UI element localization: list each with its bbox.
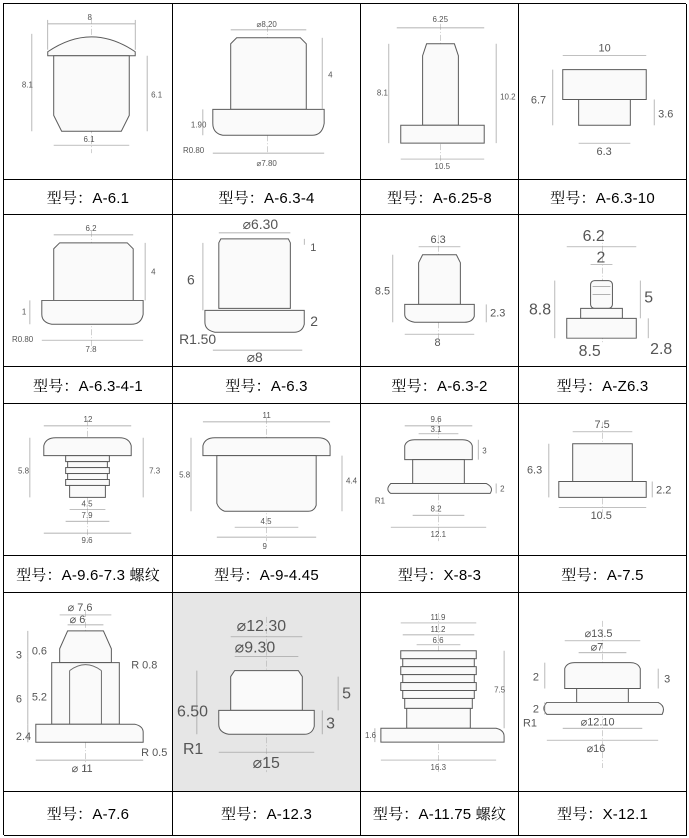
dim-top: ⌀8.20: [256, 19, 277, 29]
dim-b1: 4.5: [81, 499, 93, 509]
dim-right2: 2.8: [650, 341, 673, 359]
dim-r1: 3: [664, 673, 671, 686]
dim-l2: 0.6: [31, 645, 48, 658]
dim-bottom: 8: [434, 337, 441, 350]
dim-b1: 4.5: [260, 517, 272, 527]
dim-t1: 11.9: [430, 612, 446, 622]
dim-l2: 2: [532, 703, 539, 716]
dim-right: 6.1: [151, 90, 163, 100]
caption-a-6-3-4: 型号：A-6.3-4: [173, 180, 361, 215]
dim-r2: 2: [500, 484, 505, 494]
dim-right: 10.2: [500, 92, 516, 102]
dim-right1: 5: [644, 289, 654, 307]
dim-top: 6.2: [582, 227, 605, 245]
dim-right: 7.5: [494, 685, 506, 695]
dim-left: 1.6: [364, 731, 377, 741]
drawing-x-12-1: [519, 593, 687, 792]
dim-bottom: ⌀8: [246, 349, 263, 366]
dim-side: 6: [187, 271, 195, 288]
dim-right1: 1: [310, 241, 317, 254]
dim-t2: ⌀7: [590, 641, 604, 654]
dim-top: 12: [83, 414, 93, 424]
dim-top: 6.2: [85, 223, 97, 233]
drawing-x-8-3: [361, 404, 519, 556]
caption-a-6-3-2: 型号：A-6.3-2: [361, 367, 519, 404]
dim-right: 2.2: [656, 484, 672, 497]
dim-bottom: ⌀15: [252, 755, 280, 773]
dim-b1: 8.2: [430, 504, 442, 514]
drawing-a-11-75: [361, 593, 519, 792]
dim-t1: ⌀12.30: [236, 617, 287, 635]
drawing-a-6-1: [4, 4, 173, 180]
dim-mid: 2: [596, 249, 606, 267]
drawing-a-6-3-2: [361, 215, 519, 367]
dim-b2: 12.1: [430, 530, 447, 540]
dim-bottom: 8.5: [578, 343, 601, 361]
caption-x-12-1: 型号：X-12.1: [519, 792, 687, 836]
dim-bottom: 10.5: [590, 510, 612, 523]
dim-t1: ⌀13.5: [584, 627, 613, 640]
dim-left: 1: [21, 307, 27, 317]
dim-right: 4.4: [345, 476, 358, 486]
dim-r1: 5: [342, 685, 351, 703]
dim-bottom: 16.3: [430, 763, 447, 773]
caption-a-12-3: 型号：A-12.3: [173, 792, 361, 836]
dim-radius: R1: [182, 741, 204, 759]
dim-b2: 9: [262, 542, 267, 552]
caption-a-6-3-4-1: 型号：A-6.3-4-1: [4, 367, 173, 404]
dim-b2: 7.9: [81, 511, 93, 521]
dim-bottom: 7.8: [85, 345, 97, 355]
dim-top: 6.3: [430, 233, 446, 246]
caption-a-11-75: 型号：A-11.75 螺纹: [361, 792, 519, 836]
dim-radius: R1.50: [179, 331, 217, 348]
dim-chamfer: R0.80: [182, 146, 205, 156]
dim-bottom: ⌀ 11: [71, 763, 93, 776]
dim-left: 1.90: [190, 120, 207, 130]
drawing-a-7-5: [519, 404, 687, 556]
product-table: [3, 3, 686, 835]
dim-bottom: 6.1: [83, 135, 95, 145]
caption-a-7-5: 型号：A-7.5: [519, 556, 687, 593]
dim-t2: 3.1: [430, 424, 442, 434]
dim-right: 2.3: [490, 307, 506, 320]
dim-right: 7.3: [149, 466, 161, 476]
dim-b3: 9.6: [81, 536, 93, 546]
dim-left: 6.50: [176, 703, 208, 721]
drawing-a-z6-3: [519, 215, 687, 367]
dim-top: 10: [598, 42, 611, 55]
drawing-a-9-4-45: [173, 404, 361, 556]
drawing-a-6-3-4: [173, 4, 361, 180]
dim-left: 8.1: [376, 88, 388, 98]
dim-top: 8: [87, 12, 92, 22]
drawing-a-12-3: [173, 593, 361, 792]
dim-right: 4: [328, 70, 333, 80]
drawing-a-6-3-10: [519, 4, 687, 180]
caption-a-6-3: 型号：A-6.3: [173, 367, 361, 404]
dim-l1: 3: [15, 649, 23, 662]
dim-top: 11: [262, 410, 271, 420]
dim-l1: 2: [532, 671, 539, 684]
dim-left: R1: [374, 496, 386, 506]
dim-r2: R 0.5: [141, 747, 168, 760]
dim-left: 6.7: [530, 94, 547, 107]
dim-right: 4: [151, 267, 156, 277]
dim-left: 6.3: [527, 464, 543, 477]
dim-r1: R 0.8: [131, 659, 158, 672]
caption-a-6-25-8: 型号：A-6.25-8: [361, 180, 519, 215]
dim-chamfer: R0.80: [12, 335, 34, 345]
drawing-a-9-6-7-3: [4, 404, 173, 556]
dim-b1: ⌀12.10: [580, 716, 615, 729]
caption-a-9-4-45: 型号：A-9-4.45: [173, 556, 361, 593]
dim-l5: 2.4: [15, 731, 32, 744]
drawing-a-7-6: [4, 593, 173, 792]
caption-a-6-1: 型号：A-6.1: [4, 180, 173, 215]
drawing-a-6-3-4-1: [4, 215, 173, 367]
dim-t2: 11.2: [430, 624, 446, 634]
dim-t2: ⌀ 6: [69, 613, 86, 626]
dim-left: 5.8: [179, 470, 191, 480]
caption-a-7-6: 型号：A-7.6: [4, 792, 173, 836]
caption-x-8-3: 型号：X-8-3: [361, 556, 519, 593]
caption-a-9-6-7-3: 型号：A-9.6-7.3 螺纹: [4, 556, 173, 593]
dim-right: 3.6: [658, 108, 674, 121]
dim-left: 8.8: [528, 301, 552, 319]
dim-t1: 9.6: [430, 414, 442, 424]
dim-right2: 2: [310, 313, 318, 330]
dim-r2: 3: [326, 715, 336, 733]
dim-t1: ⌀ 7.6: [67, 601, 93, 614]
dim-l4: 5.2: [31, 691, 48, 704]
dim-left: 5.8: [17, 466, 30, 476]
dim-bottom: ⌀7.80: [256, 159, 277, 169]
caption-a-6-3-10: 型号：A-6.3-10: [519, 180, 687, 215]
drawing-a-6-25-8: [361, 4, 519, 180]
dim-top: ⌀6.30: [242, 215, 279, 232]
drawing-a-6-3: [173, 215, 361, 367]
dim-bottom: 10.5: [434, 162, 450, 172]
dim-left: 8.5: [374, 285, 391, 298]
dim-t3: 6.6: [432, 635, 444, 645]
dim-bottom: 6.3: [596, 146, 612, 159]
dim-b2: ⌀16: [586, 743, 606, 756]
dim-r1: 3: [482, 446, 487, 456]
dim-top: 6.25: [432, 14, 448, 24]
dim-left: 8.1: [21, 80, 33, 90]
dim-top: 7.5: [594, 418, 610, 431]
caption-a-z6-3: 型号：A-Z6.3: [519, 367, 687, 404]
dim-t2: ⌀9.30: [234, 639, 276, 657]
dim-radius: R1: [522, 717, 537, 730]
dim-l3: 6: [15, 693, 23, 706]
